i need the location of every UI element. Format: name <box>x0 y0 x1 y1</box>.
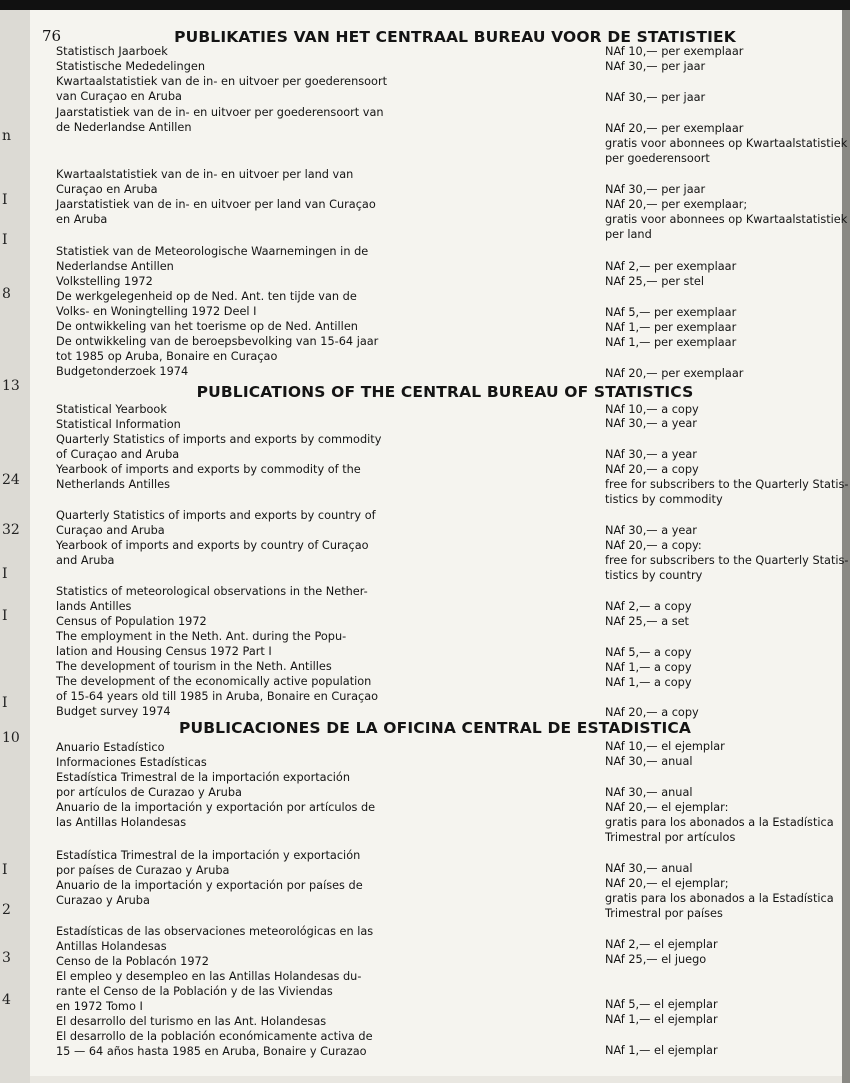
margin-number: 8 <box>2 286 11 302</box>
publication-price: NAf 20,— per exemplaar <box>605 367 744 380</box>
publication-price: NAf 2,— per exemplaar <box>605 260 737 273</box>
publication-entry <box>56 660 431 675</box>
publication-entry <box>56 463 431 493</box>
publication-price: NAf 10,— per exemplaar <box>605 45 744 58</box>
publication-title: The employment in the Neth. Ant. during the Popu- lation and Housing Census 1972 Part I <box>56 630 347 658</box>
publication-title: The development of tourism in the Neth. Antilles <box>56 660 332 673</box>
section-heading-spanish: PUBLICACIONES DE LA OFICINA CENTRAL DE ESTADISTICA <box>178 719 692 737</box>
publication-title: Statistics of meteorological observations in the Nether- lands Antilles <box>56 585 368 613</box>
publication-entry <box>56 1030 431 1060</box>
publication-title: Statistiek van de Meteorologische Waarnemingen in de Nederlandse Antillen <box>56 245 369 273</box>
publication-price: NAf 30,— per jaar <box>605 60 706 73</box>
publication-entry <box>56 539 431 569</box>
publication-title: Anuario de la importación y exportación por artículos de las Antillas Holandesas <box>56 801 376 829</box>
margin-number: 24 <box>2 472 20 488</box>
margin-number: 4 <box>2 992 11 1008</box>
publication-entry <box>56 198 431 228</box>
publication-price: NAf 30,— anual <box>605 755 693 768</box>
publication-title: Jaarstatistiek van de in- en uitvoer per land van Curaçao en Aruba <box>56 198 376 226</box>
publication-title: Quarterly Statistics of imports and exports by commodity of Curaçao and Aruba <box>56 433 382 461</box>
publication-price: NAf 20,— a copy: free for subscribers to the Quarterly Statis- tistics by country <box>605 539 849 582</box>
publication-price: NAf 1,— a copy <box>605 661 692 674</box>
publication-title: Budgetonderzoek 1974 <box>56 365 189 378</box>
publication-title: Yearbook of imports and exports by commodity of the Netherlands Antilles <box>56 463 361 491</box>
publication-entry <box>56 60 431 75</box>
publication-title: Censo de la Poblacón 1972 <box>56 955 209 968</box>
publication-entry <box>56 756 431 771</box>
publication-entry <box>56 585 431 615</box>
margin-number: I <box>2 608 8 624</box>
publication-price: NAf 25,— el juego <box>605 953 707 966</box>
publication-price: NAf 5,— per exemplaar <box>605 306 737 319</box>
publication-title: Volkstelling 1972 <box>56 275 153 288</box>
publication-title: Kwartaalstatistiek van de in- en uitvoer per goederensoort van Curaçao en Aruba <box>56 75 388 103</box>
publication-entry <box>56 849 431 879</box>
section-heading-english: PUBLICATIONS OF THE CENTRAL BUREAU OF STATISTICS <box>196 383 694 401</box>
publication-title: Census of Population 1972 <box>56 615 207 628</box>
publication-entry <box>56 509 431 539</box>
publication-entry <box>56 433 431 463</box>
publication-price: NAf 1,— a copy <box>605 676 692 689</box>
publication-price: NAf 30,— a year <box>605 448 697 461</box>
publication-title: El desarrollo del turismo en las Ant. Holandesas <box>56 1015 327 1028</box>
publication-entry <box>56 771 431 801</box>
section-heading-dutch: PUBLIKATIES VAN HET CENTRAAL BUREAU VOOR DE STATISTIEK <box>174 28 736 46</box>
publication-title: De werkgelegenheid op de Ned. Ant. ten tijde van de Volks- en Woningtelling 1972 Deel I <box>56 290 357 318</box>
publication-title: Statistische Mededelingen <box>56 60 205 73</box>
publication-entry <box>56 45 431 60</box>
publication-entry <box>56 418 431 433</box>
page-number: 76 <box>42 27 62 45</box>
publication-entry <box>56 879 431 909</box>
left-gutter <box>0 10 30 1083</box>
margin-number: 3 <box>2 950 11 966</box>
margin-number: I <box>2 566 8 582</box>
publication-entry <box>56 615 431 630</box>
publication-price: NAf 10,— el ejemplar <box>605 740 725 753</box>
publication-title: The development of the economically active population of 15-64 years old till 1985 in Aruba, Bonaire en Curaçao <box>56 675 379 703</box>
publication-price: NAf 20,— per exemplaar gratis voor abonnees op Kwartaalstatistiek per goederensoort <box>605 122 848 165</box>
publication-entry <box>56 801 431 831</box>
publication-entry <box>56 1015 431 1030</box>
scan-top-border <box>0 0 850 10</box>
publication-entry <box>56 925 431 955</box>
publication-price: NAf 30,— per jaar <box>605 91 706 104</box>
publication-title: De ontwikkeling van de beroepsbevolking van 15-64 jaar tot 1985 op Aruba, Bonaire en Curaçao <box>56 335 379 363</box>
publication-title: Anuario Estadístico <box>56 741 165 754</box>
publication-title: Informaciones Estadísticas <box>56 756 207 769</box>
publication-price: NAf 1,— el ejemplar <box>605 1044 718 1057</box>
publication-price: NAf 30,— a year <box>605 417 697 430</box>
publication-entry <box>56 290 431 320</box>
publication-price: NAf 20,— el ejemplar; gratis para los abonados a la Estadística Trimestral por países <box>605 877 834 920</box>
publication-price: NAf 20,— a copy <box>605 706 699 719</box>
margin-number: 32 <box>2 522 20 538</box>
publication-entry <box>56 970 431 1014</box>
margin-number: n <box>2 128 12 144</box>
publication-price: NAf 1,— per exemplaar <box>605 336 737 349</box>
publication-entry <box>56 630 431 660</box>
publication-entry <box>56 955 431 970</box>
publication-price: NAf 20,— a copy free for subscribers to the Quarterly Statis- tistics by commodity <box>605 463 849 506</box>
publication-title: Statistical Information <box>56 418 181 431</box>
margin-number: 13 <box>2 378 20 394</box>
publication-title: Kwartaalstatistiek van de in- en uitvoer per land van Curaçao en Aruba <box>56 168 354 196</box>
publication-price: NAf 30,— a year <box>605 524 697 537</box>
margin-number: 2 <box>2 902 11 918</box>
publication-title: De ontwikkeling van het toerisme op de Ned. Antillen <box>56 320 358 333</box>
margin-number: 10 <box>2 730 20 746</box>
publication-price: NAf 30,— per jaar <box>605 183 706 196</box>
publication-price: NAf 25,— per stel <box>605 275 704 288</box>
publication-price: NAf 2,— a copy <box>605 600 692 613</box>
publication-title: Statistisch Jaarboek <box>56 45 168 58</box>
publication-price: NAf 1,— per exemplaar <box>605 321 737 334</box>
publication-price: NAf 5,— el ejemplar <box>605 998 718 1011</box>
publication-price: NAf 5,— a copy <box>605 646 692 659</box>
publication-price: NAf 20,— per exemplaar; gratis voor abonnees op Kwartaalstatistiek per land <box>605 198 848 241</box>
publication-price: NAf 30,— anual <box>605 862 693 875</box>
publication-title: Quarterly Statistics of imports and exports by country of Curaçao and Aruba <box>56 509 376 537</box>
margin-number: I <box>2 862 8 878</box>
publication-entry <box>56 106 431 136</box>
publication-title: Budget survey 1974 <box>56 705 171 718</box>
publication-title: Estadísticas de las observaciones meteorológicas en las Antillas Holandesas <box>56 925 374 953</box>
publication-title: El empleo y desempleo en las Antillas Holandesas du- rante el Censo de la Población y de las Viviendas en 1972 Tomo I <box>56 970 362 1013</box>
publication-price: NAf 2,— el ejemplar <box>605 938 718 951</box>
publication-entry <box>56 741 431 756</box>
publication-title: Estadística Trimestral de la importación exportación por artículos de Curazao y Aruba <box>56 771 350 799</box>
publication-price: NAf 10,— a copy <box>605 403 699 416</box>
publication-price: NAf 25,— a set <box>605 615 689 628</box>
publication-entry <box>56 403 431 418</box>
publication-title: Jaarstatistiek van de in- en uitvoer per goederensoort van de Nederlandse Antillen <box>56 106 384 134</box>
publication-entry <box>56 168 431 198</box>
publication-entry <box>56 320 431 335</box>
publication-title: El desarrollo de la población económicamente activa de 15 — 64 años hasta 1985 en Aruba, Bonaire y Curazao <box>56 1030 373 1058</box>
margin-number: I <box>2 192 8 208</box>
publication-entry <box>56 75 431 105</box>
publication-entry <box>56 245 431 275</box>
publication-title: Estadística Trimestral de la importación y exportación por países de Curazao y Aruba <box>56 849 361 877</box>
publication-entry <box>56 365 431 380</box>
publication-price: NAf 1,— el ejemplar <box>605 1013 718 1026</box>
publication-entry <box>56 275 431 290</box>
publication-price: NAf 30,— anual <box>605 786 693 799</box>
publication-title: Statistical Yearbook <box>56 403 167 416</box>
publication-entry <box>56 705 431 720</box>
margin-number: I <box>2 695 8 711</box>
publication-entry <box>56 335 431 365</box>
publication-entry <box>56 675 431 705</box>
publication-title: Anuario de la importación y exportación por países de Curazao y Aruba <box>56 879 363 907</box>
margin-number: I <box>2 232 8 248</box>
publication-price: NAf 20,— el ejemplar: gratis para los abonados a la Estadística Trimestral por artículos <box>605 801 834 844</box>
publication-title: Yearbook of imports and exports by country of Curaçao and Aruba <box>56 539 369 567</box>
